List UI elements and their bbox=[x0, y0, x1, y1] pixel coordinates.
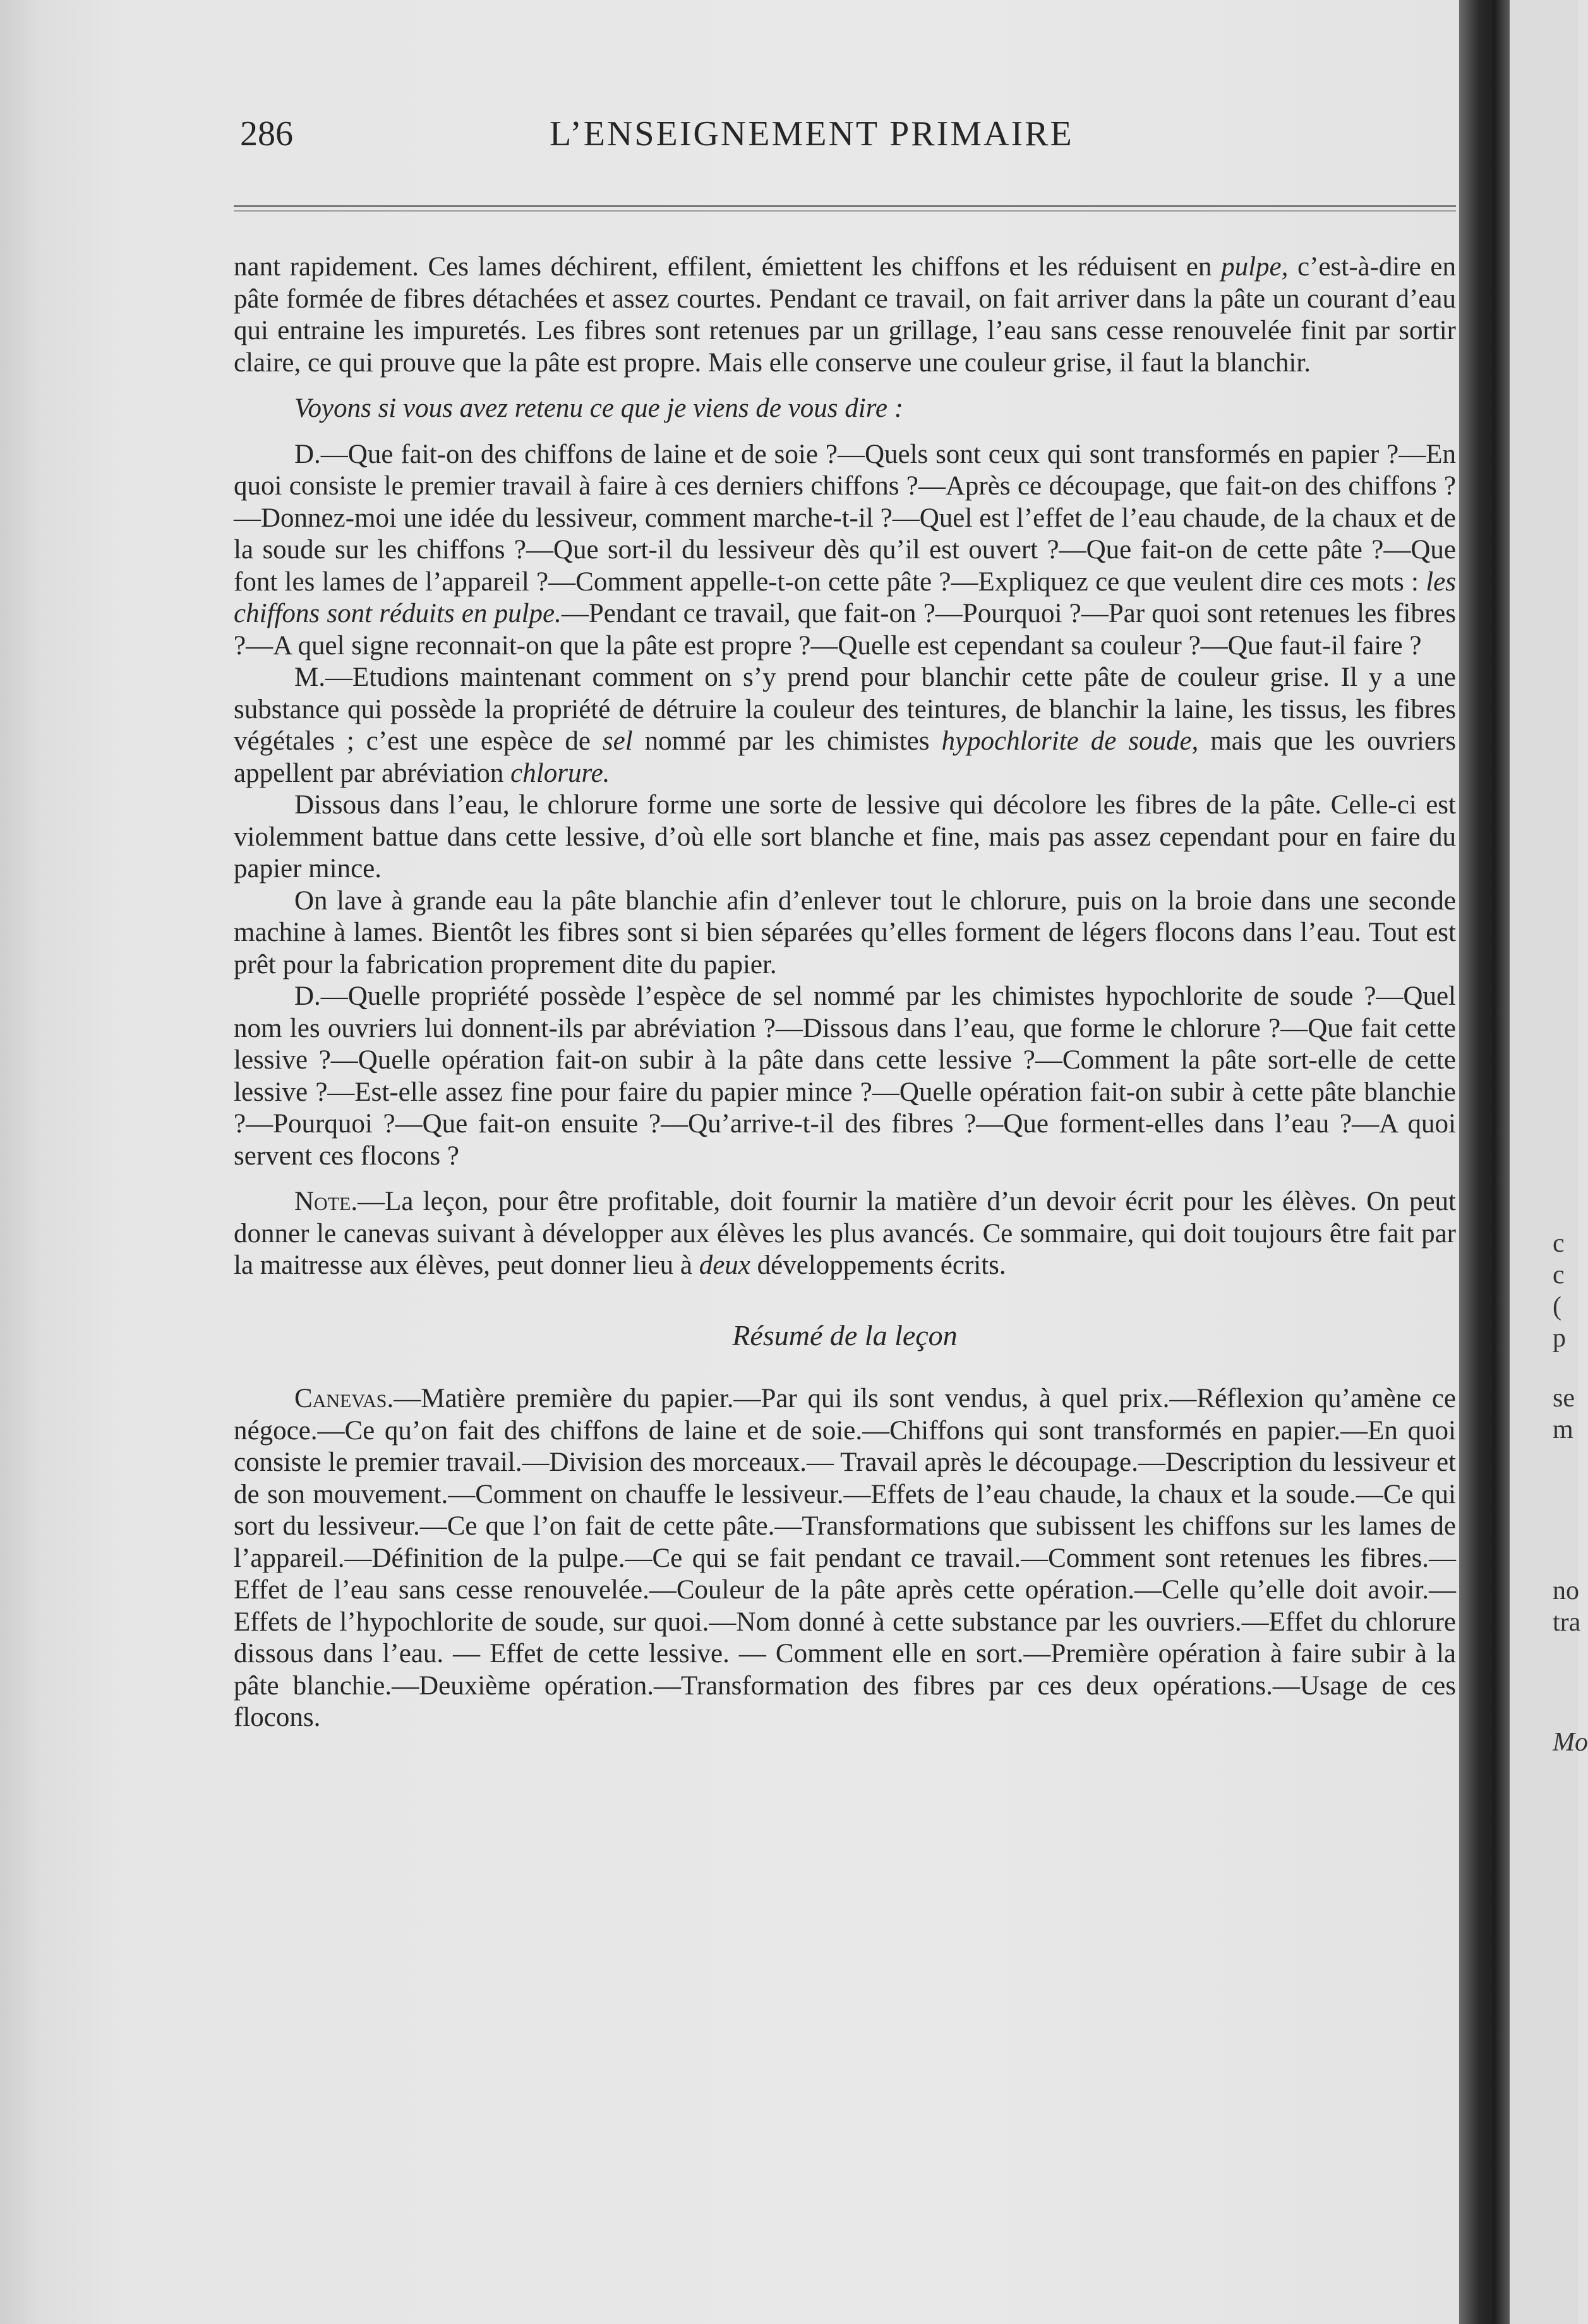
paragraph bbox=[234, 662, 1456, 789]
paragraph: On lave à grande eau la pâte blanchie afin d’enlever tout le chlorure, puis on la broie dans une seconde machine à lames. Bientôt les fibres sont si bien séparées qu’elles forment de légers flocons dans l’eau. Tout est prêt pour la fabrication proprement dite du papier. bbox=[234, 885, 1456, 979]
italic-term: chlorure. bbox=[510, 758, 610, 788]
text-run: M.—Etudions maintenant comment on s’y prend pour blanchir cette pâte de couleur grise. Il y a une substance qui possède la propriété de détruire la couleur des teintures, de blanchir la laine, les tissus, les fibres végétales ; c’est une espèce de bbox=[234, 662, 1456, 756]
text-run: —Matière première du papier.—Par qui ils sont vendus, à quel prix.—Réflexion qu’amène ce négoce.—Ce qu’on fait des chiffons de laine et de soie.—Chiffons qui sont transformés en papier.—En quoi consiste le premier travail.—Division des morceaux.— Travail après le découpage.—Description du lessiveur et de son mouvement.—Comment on chauffe le lessiveur.—Effets de l’eau chaude, la chaux et la soude.—Ce qui sort du lessiveur.—Ce que l’on fait de cette pâte.—Transformations que subissent les chiffons sur les lames de l’appareil.—Définition de la pulpe.—Ce qui se fait pendant ce travail.—Comment sont retenues les fibres.—Effet de l’eau sans cesse renouvelée.—Couleur de la pâte après cette opération.—Celle qu’elle doit avoir.—Effets de l’hypochlorite de soude, sur quoi.—Nom donné à cette substance par les ouvriers.—Effet du chlorure dissous dans l’eau. — Effet de cette lessive. — Comment elle en sort.—Première opération à faire subir à la pâte blanchie.—Deuxième opération.—Transformation des fibres par ces deux opérations.—Usage de ces flocons. bbox=[234, 1384, 1456, 1732]
text-run: —Pendant ce travail, que fait-on ?—Pourquoi ?—Par quoi sont retenues les fibres ?—A quel signe reconnait-on que la pâte est propre ?—Quelle est cependant sa couleur ?—Que faut-il faire ? bbox=[234, 599, 1456, 661]
italic-term: pulpe, bbox=[1221, 252, 1289, 282]
body-text bbox=[234, 251, 1456, 1734]
adjacent-page-fragment: p bbox=[1553, 1324, 1566, 1353]
text-run: développements écrits. bbox=[750, 1250, 1006, 1280]
paragraph-note bbox=[234, 1186, 1456, 1282]
paragraph-questions: D.—Quelle propriété possède l’espèce de sel nommé par les chimistes hypochlorite de soude ?—Quel nom les ouvriers lui donnent-ils par abréviation ?—Dissous dans l’eau, que forme le chlorure ?—Que fait cette lessive ?—Quelle opération fait-on subir à la pâte dans cette lessive ?—Comment la pâte sort-elle de cette lessive ?—Est-elle assez fine pour faire du papier mince ?—Quelle opération fait-on subir à cette pâte blanchie ?—Pourquoi ?—Que fait-on ensuite ?—Qu’arrive-t-il des fibres ?—Que forment-elles dans l’eau ?—A quoi servent ces flocons ? bbox=[234, 981, 1456, 1171]
text-run: —La leçon, pour être profitable, doit fournir la matière d’un devoir écrit pour les élèves. On peut donner le canevas suivant à développer aux élèves les plus avancés. Ce sommaire, qui doit toujours être fait par la maitresse aux élèves, peut donner lieu à bbox=[234, 1187, 1456, 1280]
text-run: mais que les ouvriers appellent par abréviation bbox=[234, 726, 1456, 788]
paragraph bbox=[234, 251, 1456, 379]
adjacent-page-fragment: se bbox=[1553, 1384, 1575, 1413]
adjacent-page-fragment: no bbox=[1553, 1576, 1579, 1605]
italic-phrase: les chiffons sont réduits en pulpe. bbox=[234, 566, 1456, 628]
paragraph-prompt bbox=[234, 393, 1456, 425]
adjacent-page bbox=[1510, 0, 1581, 2324]
adjacent-page-fragment: tra bbox=[1553, 1608, 1581, 1637]
text-run: D.—Que fait-on des chiffons de laine et de soie ?—Quels sont ceux qui sont transformés en papier ?—En quoi consiste le premier travail à faire à ces derniers chiffons ?—Après ce découpage, que fait-on des chiffons ?—Donnez-moi une idée du lessiveur, comment marche-t-il ?—Quel est l’effet de l’eau chaude, de la chaux et de la soude sur les chiffons ?—Que sort-il du lessiveur dès qu’il est ouvert ?—Que fait-on de cette pâte ?—Que font les lames de l’appareil ?—Comment appelle-t-on cette pâte ?—Expliquez ce que veulent dire ces mots : bbox=[234, 439, 1456, 597]
italic-term: sel bbox=[602, 726, 633, 756]
text-run: nommé par les chimistes bbox=[632, 726, 942, 756]
book-gutter bbox=[1459, 0, 1510, 2324]
section-heading: Résumé de la leçon bbox=[732, 1319, 958, 1351]
page-edge-shadow bbox=[0, 0, 38, 2324]
adjacent-page-fragment: Mo bbox=[1553, 1728, 1588, 1757]
note-label: Note. bbox=[294, 1187, 358, 1216]
header-rule-secondary bbox=[234, 210, 1456, 212]
canevas-label: Canevas. bbox=[294, 1384, 394, 1413]
text-run: c’est-à-dire en pâte formée de fibres détachées et assez courtes. Pendant ce travail, on fait arriver dans la pâte un courant d’eau qui entraine les impuretés. Les fibres sont retenues par un grillage, l’eau sans cesse renouvelée finit par sortir claire, ce qui prouve que la pâte est propre. Mais elle conserve une couleur grise, il faut la blanchir. bbox=[234, 252, 1456, 378]
paragraph: Dissous dans l’eau, le chlorure forme une sorte de lessive qui décolore les fibres de la pâte. Celle-ci est violemment battue dans cette lessive, d’où elle sort blanche et fine, mais pas assez cependant pour en faire du papier mince. bbox=[234, 790, 1456, 883]
adjacent-page-fragment: c bbox=[1553, 1229, 1565, 1258]
running-head: L’ENSEIGNEMENT PRIMAIRE bbox=[550, 114, 1074, 153]
adjacent-page-fragment: ( bbox=[1553, 1292, 1561, 1321]
italic-prompt: Voyons si vous avez retenu ce que je viens de vous dire : bbox=[294, 393, 904, 423]
adjacent-page-fragment: m bbox=[1553, 1415, 1573, 1444]
italic-term: hypochlorite de soude, bbox=[941, 726, 1199, 756]
paragraph-canevas bbox=[234, 1383, 1456, 1734]
text-run: nant rapidement. Ces lames déchirent, effilent, émiettent les chiffons et les réduisent en bbox=[234, 252, 1222, 282]
italic-term: deux bbox=[699, 1250, 750, 1280]
paragraph-questions bbox=[234, 439, 1456, 662]
header-rule bbox=[234, 205, 1456, 207]
adjacent-page-fragment: c bbox=[1553, 1261, 1565, 1290]
page-number: 286 bbox=[240, 114, 293, 153]
